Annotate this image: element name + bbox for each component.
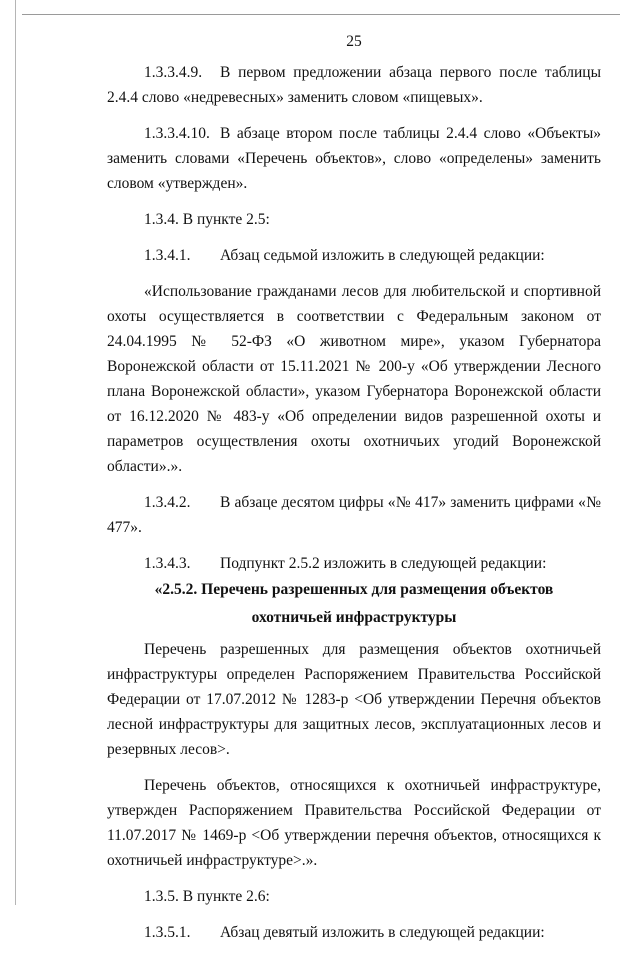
section-heading xyxy=(107,576,601,632)
clause-number: 1.3.4.3. xyxy=(144,555,191,572)
clause-1-3-5: 1.3.5. В пункте 2.6: xyxy=(144,888,270,905)
section-heading-line-1: «2.5.2. Перечень разрешенных для размещения объектов xyxy=(154,581,554,598)
clause-1-3-4-3 xyxy=(107,551,601,576)
clause-1-3-4-2 xyxy=(107,490,601,540)
clause-number: 1.3.3.4.9. xyxy=(144,64,203,81)
scan-left-edge xyxy=(15,0,16,905)
clause-1-3-5-1 xyxy=(107,920,601,945)
quoted-paragraph: «Использование гражданами лесов для любительской и спортивной охоты осуществляется в соответствии с Федеральным законом от 24.04.1995 № 52-ФЗ «О животном мире», указом Губернатора Воронежской области от 15.11.2021 № 200-у «Об утверждении Лесного плана Воронежской области», указом Губернатора Воронежской области от 16.12.2020 № 483-у «Об определении видов разрешенной охоты и параметров осуществления охоты охотничьих угодий Воронежской области».». xyxy=(107,283,601,475)
scan-top-edge xyxy=(22,14,620,15)
clause-1-3-3-4-9 xyxy=(107,60,601,110)
clause-text: Абзац девятый изложить в следующей редакции: xyxy=(220,924,545,941)
clause-text: В абзаце десятом цифры «№ 417» заменить цифрами «№ 477». xyxy=(107,494,601,536)
clause-text: В первом предложении абзаца первого после таблицы 2.4.4 слово «недревесных» заменить словом «пищевых». xyxy=(107,64,601,106)
clause-1-3-4-1 xyxy=(107,243,601,268)
clause-number: 1.3.3.4.10. xyxy=(144,125,210,142)
section-heading-line-2: охотничьей инфраструктуры xyxy=(251,609,457,626)
clause-text: Подпункт 2.5.2 изложить в следующей редакции: xyxy=(220,555,547,572)
clause-1-3-4: 1.3.4. В пункте 2.5: xyxy=(144,211,270,228)
clause-number: 1.3.5.1. xyxy=(144,924,191,941)
page-number: 25 xyxy=(346,33,362,50)
clause-text: Абзац седьмой изложить в следующей редакции: xyxy=(220,247,545,264)
clause-1-3-3-4-10 xyxy=(107,121,601,196)
document-page xyxy=(107,31,601,956)
clause-text: В абзаце втором после таблицы 2.4.4 слово «Объекты» заменить словами «Перечень объектов», слово «определены» заменить словом «утвержден». xyxy=(107,125,601,192)
body-paragraph-1: Перечень разрешенных для размещения объектов охотничьей инфраструктуры определен Распоряжением Правительства Российской Федерации от 17.07.2012 № 1283-р <Об утверждении Перечня объектов лесной инфраструктуры для защитных лесов, эксплуатационных лесов и резервных лесов>. xyxy=(107,641,601,758)
clause-number: 1.3.4.2. xyxy=(144,494,191,511)
body-paragraph-2: Перечень объектов, относящихся к охотничьей инфраструктуре, утвержден Распоряжением Правительства Российской Федерации от 11.07.2017 № 1469-р <Об утверждении перечня объектов, относящихся к охотничьей инфраструктуре>.». xyxy=(107,777,601,869)
clause-number: 1.3.4.1. xyxy=(144,247,191,264)
